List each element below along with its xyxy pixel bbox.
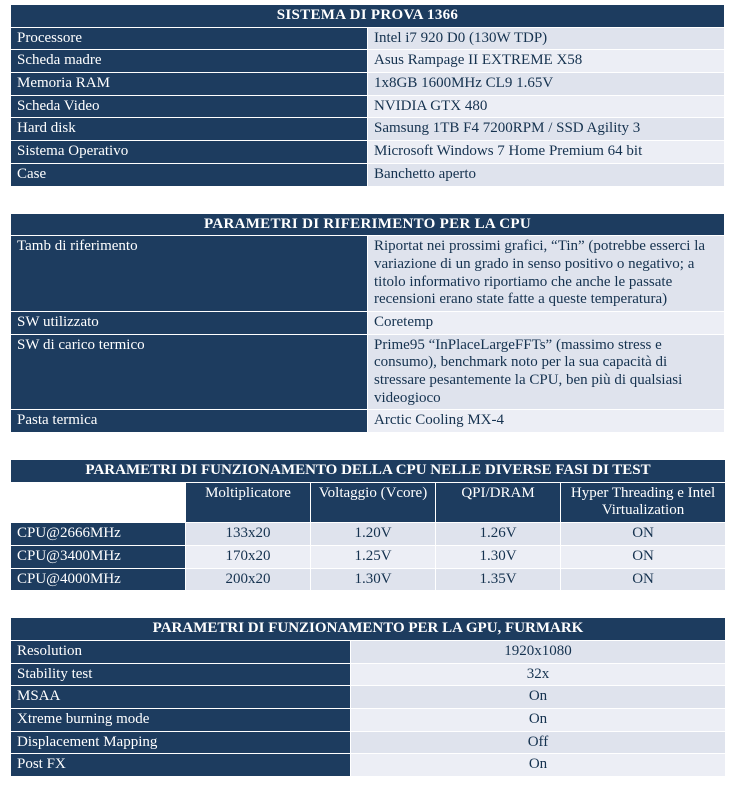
table-row — [11, 663, 726, 686]
row-label: Stability test — [11, 663, 351, 686]
row-label: MSAA — [11, 686, 351, 709]
table-row — [11, 141, 725, 164]
row-label: Scheda madre — [11, 50, 368, 73]
table-row — [11, 27, 725, 50]
row-value: Intel i7 920 D0 (130W TDP) — [368, 27, 725, 50]
row-label: Scheda Video — [11, 95, 368, 118]
section-spacer — [10, 433, 725, 459]
row-label: Displacement Mapping — [11, 731, 351, 754]
cell-moltiplicatore: 133x20 — [186, 523, 311, 546]
table-row — [11, 523, 726, 546]
table-title-row — [11, 213, 725, 236]
table-header-row — [11, 482, 726, 522]
table-title: SISTEMA DI PROVA 1366 — [11, 5, 725, 28]
table-row — [11, 686, 726, 709]
section-spacer — [10, 187, 725, 213]
row-label: Post FX — [11, 754, 351, 777]
row-label: CPU@3400MHz — [11, 545, 186, 568]
table-title-row — [11, 618, 726, 641]
cell-moltiplicatore: 200x20 — [186, 568, 311, 591]
row-value: Banchetto aperto — [368, 163, 725, 186]
table-title-row — [11, 5, 725, 28]
table-row — [11, 708, 726, 731]
table-row — [11, 73, 725, 96]
row-label: Memoria RAM — [11, 73, 368, 96]
table-row — [11, 95, 725, 118]
row-value: Microsoft Windows 7 Home Premium 64 bit — [368, 141, 725, 164]
column-header-voltaggio: Voltaggio (Vcore) — [311, 482, 436, 522]
table-parametri-gpu-furmark — [10, 617, 726, 777]
table-row — [11, 236, 725, 312]
row-label: Tamb di riferimento — [11, 236, 368, 312]
row-value: Arctic Cooling MX-4 — [368, 410, 725, 433]
section-spacer — [10, 591, 725, 617]
cell-ht-vt: ON — [561, 545, 726, 568]
row-value: NVIDIA GTX 480 — [368, 95, 725, 118]
row-label: Case — [11, 163, 368, 186]
row-value: Prime95 “InPlaceLargeFFTs” (massimo stress e consumo), benchmark noto per la sua capacità di stressare pesantemente la CPU, ben più di qualsiasi videogioco — [368, 334, 725, 410]
table-parametri-riferimento-cpu — [10, 213, 725, 434]
row-value: Off — [351, 731, 726, 754]
row-label: SW di carico termico — [11, 334, 368, 410]
table-sistema-di-prova — [10, 4, 725, 187]
table-title: PARAMETRI DI FUNZIONAMENTO PER LA GPU, FURMARK — [11, 618, 726, 641]
row-value: On — [351, 686, 726, 709]
row-label: Resolution — [11, 640, 351, 663]
table-row — [11, 50, 725, 73]
row-label: Hard disk — [11, 118, 368, 141]
table-parametri-funzionamento-cpu — [10, 459, 726, 591]
row-value: Coretemp — [368, 311, 725, 334]
cell-ht-vt: ON — [561, 523, 726, 546]
cell-qpi-dram: 1.30V — [436, 545, 561, 568]
table-row — [11, 334, 725, 410]
table-title: PARAMETRI DI FUNZIONAMENTO DELLA CPU NELLE DIVERSE FASI DI TEST — [11, 460, 726, 483]
cell-moltiplicatore: 170x20 — [186, 545, 311, 568]
cell-qpi-dram: 1.35V — [436, 568, 561, 591]
table-row — [11, 545, 726, 568]
column-header-moltiplicatore: Moltiplicatore — [186, 482, 311, 522]
row-label: Pasta termica — [11, 410, 368, 433]
row-value: Samsung 1TB F4 7200RPM / SSD Agility 3 — [368, 118, 725, 141]
row-value: 1x8GB 1600MHz CL9 1.65V — [368, 73, 725, 96]
cell-voltaggio: 1.25V — [311, 545, 436, 568]
table-row — [11, 311, 725, 334]
table-row — [11, 410, 725, 433]
column-header-qpi-dram: QPI/DRAM — [436, 482, 561, 522]
table-row — [11, 163, 725, 186]
row-value: On — [351, 708, 726, 731]
cell-voltaggio: 1.20V — [311, 523, 436, 546]
table-row — [11, 118, 725, 141]
table-row — [11, 754, 726, 777]
table-title: PARAMETRI DI RIFERIMENTO PER LA CPU — [11, 213, 725, 236]
table-row — [11, 568, 726, 591]
row-value: 32x — [351, 663, 726, 686]
row-label: Xtreme burning mode — [11, 708, 351, 731]
row-label: CPU@4000MHz — [11, 568, 186, 591]
row-value: Riportat nei prossimi grafici, “Tin” (potrebbe esserci la variazione di un grado in senso positivo o negativo; a titolo informativo riportiamo che anche le passate recensioni erano state fatte a queste temperatura) — [368, 236, 725, 312]
table-row — [11, 731, 726, 754]
row-label: CPU@2666MHz — [11, 523, 186, 546]
row-label: Processore — [11, 27, 368, 50]
cell-voltaggio: 1.30V — [311, 568, 436, 591]
cell-ht-vt: ON — [561, 568, 726, 591]
column-header-blank — [11, 482, 186, 522]
column-header-ht-vt: Hyper Threading e Intel Virtualization — [561, 482, 726, 522]
table-title-row — [11, 460, 726, 483]
cell-qpi-dram: 1.26V — [436, 523, 561, 546]
row-value: On — [351, 754, 726, 777]
row-value: Asus Rampage II EXTREME X58 — [368, 50, 725, 73]
row-label: Sistema Operativo — [11, 141, 368, 164]
row-label: SW utilizzato — [11, 311, 368, 334]
row-value: 1920x1080 — [351, 640, 726, 663]
table-row — [11, 640, 726, 663]
